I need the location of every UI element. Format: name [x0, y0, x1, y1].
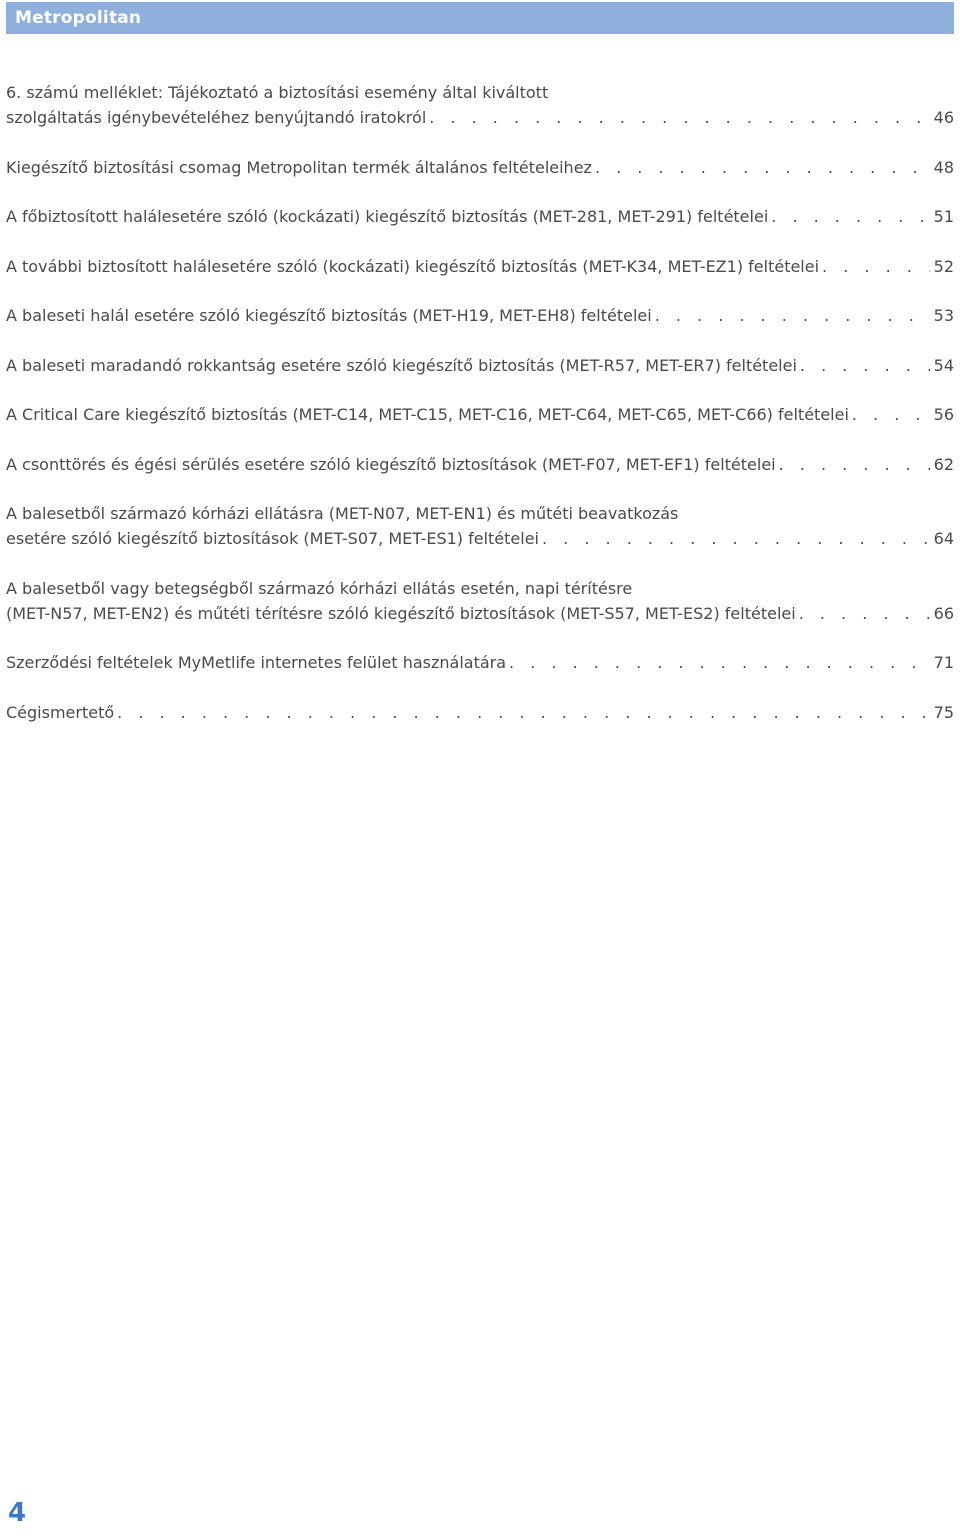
- toc-entry-text: 6. számú melléklet: Tájékoztató a biztosítási esemény által kiváltott: [6, 83, 549, 102]
- dot-leader: [114, 700, 930, 725]
- toc-entry[interactable]: [6, 254, 954, 279]
- dot-leader: [592, 155, 930, 180]
- dot-leader: [796, 601, 930, 626]
- header-bar: [6, 2, 954, 34]
- toc-page-number: 54: [933, 355, 954, 375]
- toc-entry[interactable]: [6, 501, 954, 551]
- dot-leader: [797, 353, 930, 378]
- toc-entry-text: szolgáltatás igénybevételéhez benyújtandó iratokról: [6, 108, 427, 127]
- toc-entry[interactable]: [6, 80, 954, 130]
- toc-page-number: 56: [933, 405, 954, 424]
- toc-page-number: 46: [933, 108, 954, 127]
- dot-leader: [426, 105, 929, 130]
- toc-entry-text: A főbiztosított halálesetére szóló (kockázati) kiegészítő biztosítás (MET-281, MET-291) feltételei: [6, 207, 769, 226]
- dot-leader: [506, 650, 930, 675]
- toc-page-number: 64: [933, 529, 954, 548]
- toc-entry[interactable]: [6, 353, 954, 378]
- toc-entry-text: A csonttörés és égési sérülés esetére szóló kiegészítő biztosítások (MET-F07, MET-EF1) feltételei: [6, 454, 776, 474]
- dot-leader: [652, 303, 930, 328]
- toc-entry[interactable]: [6, 303, 954, 328]
- toc-entry-text: A balesetből származó kórházi ellátásra (MET-N07, MET-EN1) és műtéti beavatkozás: [6, 504, 679, 523]
- toc-entry[interactable]: [6, 402, 954, 427]
- toc-entry[interactable]: [6, 204, 954, 229]
- toc-entry-text: Kiegészítő biztosítási csomag Metropolitan termék általános feltételeihez: [6, 157, 592, 177]
- table-of-contents: [6, 80, 954, 749]
- toc-entry[interactable]: [6, 452, 954, 477]
- toc-page-number: 51: [933, 207, 954, 226]
- toc-entry-text: esetére szóló kiegészítő biztosítások (MET-S07, MET-ES1) feltételei: [6, 529, 539, 548]
- toc-entry-text: Cégismertető: [6, 702, 115, 722]
- toc-entry-text: A balesetből vagy betegségből származó kórházi ellátás esetén, napi térítésre: [6, 578, 633, 598]
- dot-leader: [849, 402, 930, 427]
- toc-entry-text: A baleseti halál esetére szóló kiegészítő biztosítás (MET-H19, MET-EH8) feltételei: [6, 306, 652, 325]
- dot-leader: [776, 452, 930, 477]
- toc-page-number: 66: [933, 603, 954, 623]
- header-title: Metropolitan: [15, 8, 142, 28]
- toc-page-number: 52: [933, 256, 954, 276]
- toc-page-number: 71: [933, 653, 954, 672]
- toc-entry[interactable]: [6, 650, 954, 675]
- dot-leader: [768, 204, 929, 229]
- page-number: 4: [8, 1498, 27, 1528]
- toc-entry[interactable]: [6, 155, 954, 180]
- toc-entry-text: (MET-N57, MET-EN2) és műtéti térítésre szóló kiegészítő biztosítások (MET-S57, MET-ES2) feltételei: [6, 603, 796, 623]
- toc-page-number: 53: [933, 306, 954, 325]
- toc-page-number: 75: [933, 702, 954, 722]
- toc-entry-text: A további biztosított halálesetére szóló (kockázati) kiegészítő biztosítás (MET-K34, MET-EZ1) feltételei: [6, 256, 820, 276]
- toc-page-number: 62: [933, 454, 954, 474]
- toc-entry-text: Szerződési feltételek MyMetlife internetes felület használatára: [6, 653, 507, 672]
- toc-entry[interactable]: [6, 576, 954, 626]
- dot-leader: [819, 254, 930, 279]
- toc-entry-text: A Critical Care kiegészítő biztosítás (MET-C14, MET-C15, MET-C16, MET-C64, MET-C65, MET-C66) feltételei: [6, 405, 849, 424]
- dot-leader: [539, 526, 930, 551]
- toc-entry[interactable]: [6, 700, 954, 725]
- toc-page-number: 48: [933, 157, 954, 177]
- toc-entry-text: A baleseti maradandó rokkantság esetére szóló kiegészítő biztosítás (MET-R57, MET-ER7) feltételei: [6, 355, 797, 375]
